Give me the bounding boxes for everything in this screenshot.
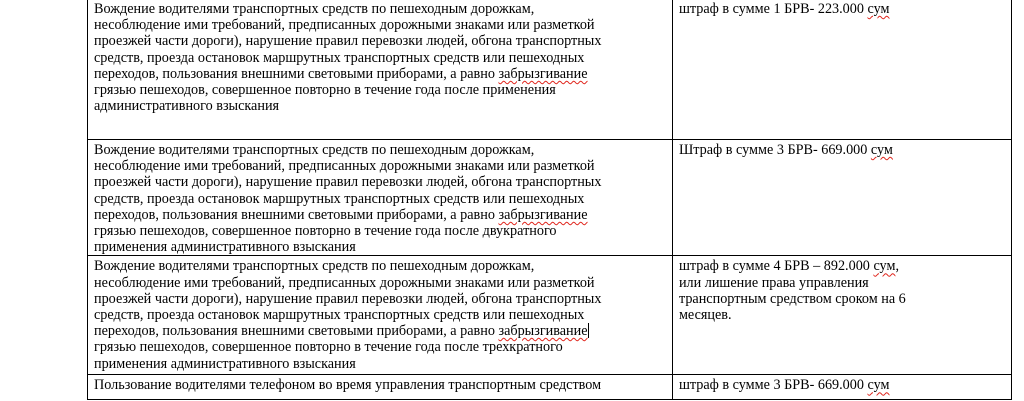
text-line: транспортным средством сроком на 6 xyxy=(678,290,906,307)
text-line: средств, проезда остановок маршрутных транспортных средств или пешеходных xyxy=(94,307,585,324)
table-row xyxy=(88,375,1012,400)
table-row xyxy=(88,256,1012,375)
text-line: средств, проезда остановок маршрутных транспортных средств или пешеходных xyxy=(94,190,585,207)
spellcheck-word: забрызгивание xyxy=(498,323,588,340)
text-line: Штраф в сумме 3 БРВ- 669.000 сум xyxy=(678,142,893,158)
text-line: проезжей части дороги), нарушение правил перевозки людей, обгона транспортных xyxy=(94,174,602,191)
text-line: несоблюдение ими требований, предписанных дорожными знаками или разметкой xyxy=(94,17,595,34)
violation-description-cell[interactable] xyxy=(88,375,673,400)
penalty-table xyxy=(87,0,1012,400)
spellcheck-word: сум xyxy=(867,377,890,394)
text-line: переходов, пользования внешними световыми приборами, а равно забрызгивание xyxy=(94,65,588,82)
text-line: переходов, пользования внешними световыми приборами, а равно забрызгивание xyxy=(94,323,588,340)
penalty-cell[interactable] xyxy=(672,140,1011,256)
text-line: применения административного взыскания xyxy=(94,239,356,256)
text-line: несоблюдение ими требований, предписанных дорожными знаками или разметкой xyxy=(94,158,595,175)
spellcheck-word: сум xyxy=(867,1,890,17)
violation-description-cell[interactable] xyxy=(88,0,673,140)
violation-description-cell[interactable] xyxy=(88,256,673,375)
text-line: штраф в сумме 1 БРВ- 223.000 сум xyxy=(678,1,890,17)
text-line: переходов, пользования внешними световыми приборами, а равно забрызгивание xyxy=(94,206,588,223)
text-line: грязью пешеходов, совершенное повторно в течение года после трехкратного xyxy=(94,339,563,356)
text-line: несоблюдение ими требований, предписанных дорожными знаками или разметкой xyxy=(94,274,595,291)
table-row xyxy=(88,140,1012,256)
text-line: проезжей части дороги), нарушение правил перевозки людей, обгона транспортных xyxy=(94,33,602,50)
spellcheck-word: забрызгивание xyxy=(498,206,588,223)
text-line: Пользование водителями телефоном во время управления транспортным средством xyxy=(94,377,602,394)
text-cursor xyxy=(588,323,589,338)
text-line: или лишение права управления xyxy=(678,274,869,291)
text-line: Вождение водителями транспортных средств по пешеходным дорожкам, xyxy=(94,142,535,158)
violation-description-cell[interactable] xyxy=(88,140,673,256)
spellcheck-word: сум xyxy=(870,142,893,158)
text-line: грязью пешеходов, совершенное повторно в течение года после применения xyxy=(94,82,556,99)
text-line: месяцев. xyxy=(678,307,732,324)
text-line: грязью пешеходов, совершенное повторно в течение года после двукратного xyxy=(94,223,557,240)
penalty-cell[interactable] xyxy=(672,375,1011,400)
table-row xyxy=(88,0,1012,140)
text-line: штраф в сумме 4 БРВ – 892.000 сум, xyxy=(678,258,899,275)
spellcheck-word: сум xyxy=(873,258,896,275)
penalty-cell[interactable] xyxy=(672,256,1011,375)
text-line: Вождение водителями транспортных средств по пешеходным дорожкам, xyxy=(94,1,535,17)
text-line: административного взыскания xyxy=(94,98,280,115)
text-line: применения административного взыскания xyxy=(94,355,356,372)
penalty-cell[interactable] xyxy=(672,0,1011,140)
text-line: средств, проезда остановок маршрутных транспортных средств или пешеходных xyxy=(94,49,585,66)
text-line: проезжей части дороги), нарушение правил перевозки людей, обгона транспортных xyxy=(94,290,602,307)
text-line: штраф в сумме 3 БРВ- 669.000 сум xyxy=(678,377,890,394)
spellcheck-word: забрызгивание xyxy=(498,65,588,82)
text-line: Вождение водителями транспортных средств по пешеходным дорожкам, xyxy=(94,258,535,275)
